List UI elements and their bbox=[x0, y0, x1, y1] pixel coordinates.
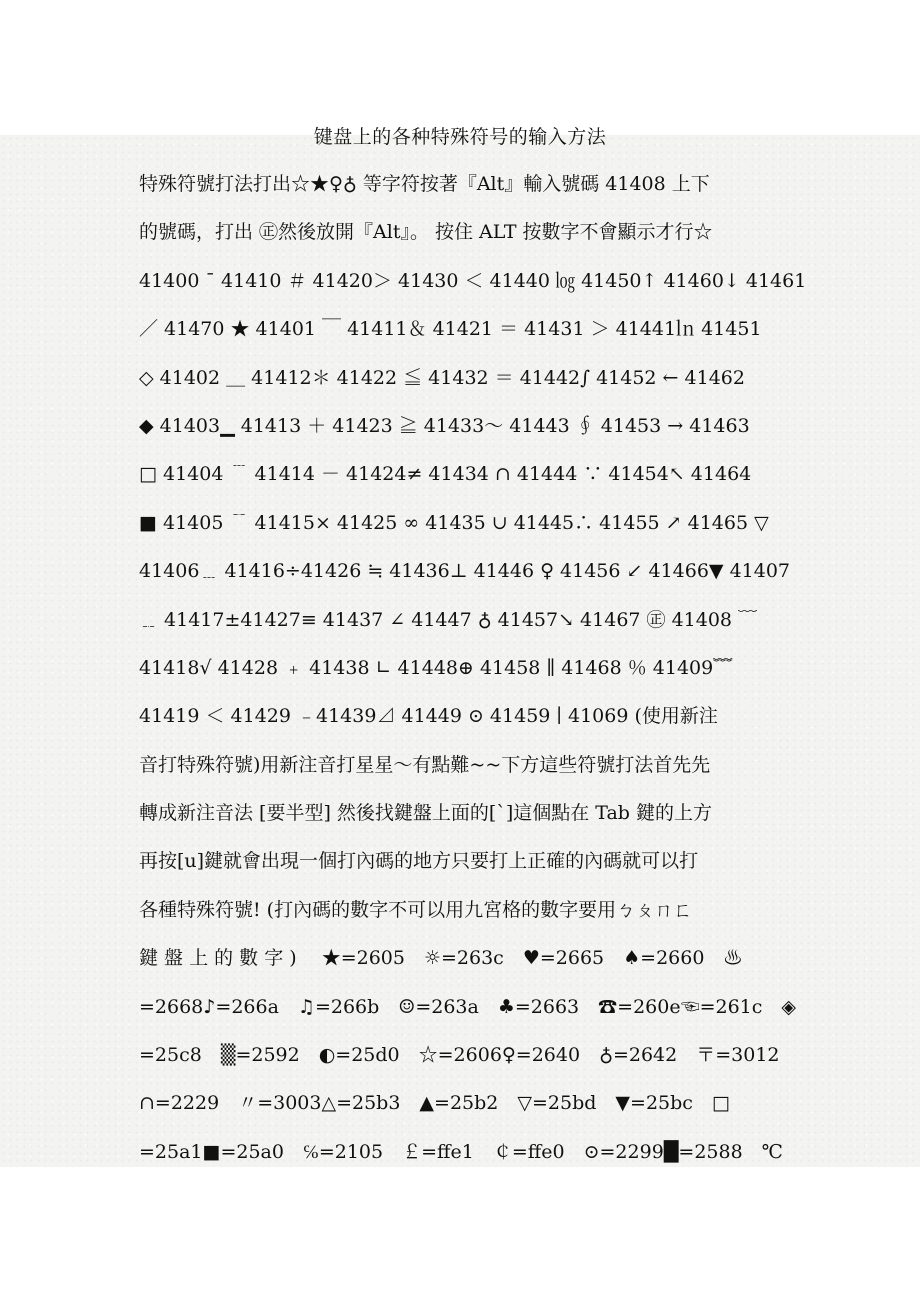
text-line: 音打特殊符號)用新注音打星星～有點難~~下方這些符號打法首先先 bbox=[139, 753, 711, 776]
text-line: ■ 41405 ﹊ 41415× 41425 ∞ 41435 ∪ 41445∴ 41455 ↗ 41465 ▽ bbox=[139, 511, 769, 534]
text-line: 各種特殊符號! (打內碼的數字不可以用九宮格的數字要用ㄅㄆㄇㄈ bbox=[139, 898, 693, 921]
text-line: 41419 ＜ 41429 ﹣41439⊿ 41449 ⊙ 41459 ∣ 41069 (使用新注 bbox=[139, 705, 718, 728]
text-line: ◆ 41403▁ 41413 ＋ 41423 ≧ 41433～ 41443 ∮ 41453 → 41463 bbox=[139, 414, 750, 437]
text-line: =2668♪=266a ♫=266b ☺=263a ♣=2663 ☎=260e☜=261c ◈ bbox=[139, 995, 797, 1018]
document-title: 键盘上的各种特殊符号的输入方法 bbox=[313, 126, 607, 148]
text-line: 特殊符號打法打出☆★♀♁ 等字符按著『Alt』輸入號碼 41408 上下 bbox=[139, 173, 710, 195]
text-line: □ 41404 ﹉ 41414 － 41424≠ 41434 ∩ 41444 ∵ 41454↖ 41464 bbox=[139, 463, 752, 486]
text-line: ◇ 41402 ＿ 41412＊ 41422 ≦ 41432 ＝ 41442∫ 41452 ← 41462 bbox=[139, 366, 745, 389]
text-line: 轉成新注音法 [要半型] 然後找鍵盤上面的[`]這個點在 Tab 鍵的上方 bbox=[139, 802, 712, 825]
text-line: ﹎ 41417±41427≡ 41437 ∠ 41447 ♁ 41457↘ 41467 ㊣ 41408 ﹋ bbox=[139, 608, 758, 631]
text-line: 41406﹍ 41416÷41426 ≒ 41436⊥ 41446 ♀ 41456 ↙ 41466▼ 41407 bbox=[139, 560, 791, 583]
document-body bbox=[139, 160, 839, 1176]
text-line: ∩=2229 〃=3003△=25b3 ▲=25b2 ▽=25bd ▼=25bc □ bbox=[139, 1092, 730, 1115]
text-line: =25a1■=25a0 ℅=2105 ￡=ffe1 ￠=ffe0 ⊙=2299█=2588 ℃ bbox=[139, 1140, 783, 1163]
text-line: 41400 ˉ 41410 ＃ 41420＞ 41430 ＜ 41440 ㏒ 41450↑ 41460↓ 41461 bbox=[139, 269, 807, 292]
text-line: 的號碼，打出 ㊣然後放開『Alt』。 按住 ALT 按數字不會顯示才行☆ bbox=[139, 221, 713, 244]
text-line: 41418√ 41428 ﹢ 41438 ∟ 41448⊕ 41458 ∥ 41468 ％ 41409﹌ bbox=[139, 656, 733, 679]
text-line: ／ 41470 ★ 41401 ￣ 41411＆ 41421 ＝ 41431 ＞ 41441㏑ 41451 bbox=[139, 318, 762, 341]
text-line: 鍵 盤 上 的 數 字 ) ★=2605 ☼=263c ♥=2665 ♠=2660 ♨ bbox=[139, 947, 743, 970]
text-line: 再按[u]鍵就會出現一個打內碼的地方只要打上正確的內碼就可以打 bbox=[139, 850, 699, 873]
text-line: =25c8 ▒=2592 ◐=25d0 ☆=2606♀=2640 ♁=2642 〒=3012 bbox=[139, 1044, 780, 1067]
